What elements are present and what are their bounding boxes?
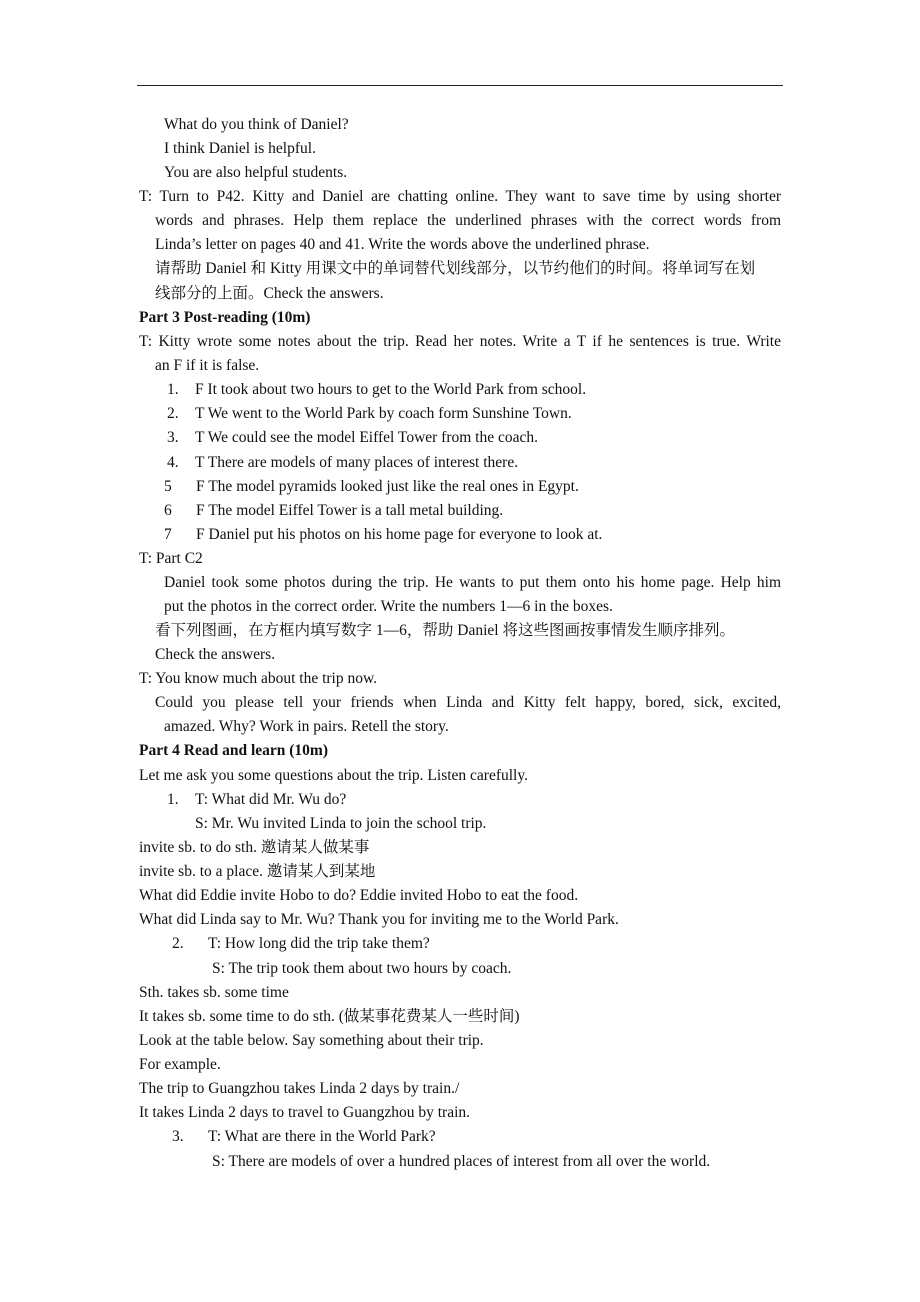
section-heading: Part 4 Read and learn (10m) <box>139 742 328 759</box>
text-line: an F if it is false. <box>155 357 260 374</box>
phrase-note: invite sb. to a place. 邀请某人到某地 <box>139 863 376 880</box>
phrase-note: It takes sb. some time to do sth. (做某事花费某人一些时间) <box>139 1008 520 1025</box>
question: T: What are there in the World Park? <box>208 1128 436 1145</box>
text-line: Daniel took some photos during the trip. He wants to put them onto his home page. Help him <box>164 574 781 591</box>
text-line: T: Turn to P42. Kitty and Daniel are chatting online. They want to save time by using shorter <box>139 188 781 205</box>
item-number: 2. <box>167 405 179 422</box>
chinese-instruction: 请帮助 Daniel 和 Kitty 用课文中的单词替代划线部分，以节约他们的时间。将单词写在划 <box>155 260 756 277</box>
text-line: What do you think of Daniel? <box>164 116 349 133</box>
item-number: 5 <box>164 478 172 495</box>
text-line: Look at the table below. Say something about their trip. <box>139 1032 484 1049</box>
answer: S: There are models of over a hundred places of interest from all over the world. <box>212 1153 711 1170</box>
example-sentence: The trip to Guangzhou takes Linda 2 days by train./ <box>139 1080 460 1097</box>
list-item: F The model Eiffel Tower is a tall metal building. <box>196 502 504 519</box>
text-line: Linda’s letter on pages 40 and 41. Write the words above the underlined phrase. <box>155 236 650 253</box>
question: T: How long did the trip take them? <box>208 935 430 952</box>
list-item: F The model pyramids looked just like the real ones in Egypt. <box>196 478 579 495</box>
phrase-note: invite sb. to do sth. 邀请某人做某事 <box>139 839 370 856</box>
item-number: 3. <box>172 1128 184 1145</box>
answer: S: The trip took them about two hours by coach. <box>212 960 512 977</box>
example-sentence: It takes Linda 2 days to travel to Guangzhou by train. <box>139 1104 471 1121</box>
item-number: 4. <box>167 454 179 471</box>
list-item: T There are models of many places of interest there. <box>195 454 519 471</box>
text-line: Let me ask you some questions about the trip. Listen carefully. <box>139 767 528 784</box>
text-line: T: Kitty wrote some notes about the trip. Read her notes. Write a T if he sentences is true. Write <box>139 333 781 350</box>
chinese-instruction: 看下列图画，在方框内填写数字 1—6，帮助 Daniel 将这些图画按事情发生顺序排列。 <box>155 622 735 639</box>
item-number: 6 <box>164 502 172 519</box>
list-item: F It took about two hours to get to the World Park from school. <box>195 381 587 398</box>
text-line: words and phrases. Help them replace the underlined phrases with the correct words from <box>155 212 781 229</box>
text-line: Could you please tell your friends when Linda and Kitty felt happy, bored, sick, excited, <box>155 694 781 711</box>
phrase-note: Sth. takes sb. some time <box>139 984 289 1001</box>
text-line: T: Part C2 <box>139 550 203 567</box>
text-line: I think Daniel is helpful. <box>164 140 316 157</box>
item-number: 3. <box>167 429 179 446</box>
text-line: For example. <box>139 1056 221 1073</box>
list-item: T We went to the World Park by coach form Sunshine Town. <box>195 405 572 422</box>
item-number: 2. <box>172 935 184 952</box>
item-number: 7 <box>164 526 172 543</box>
text-line: amazed. Why? Work in pairs. Retell the story. <box>164 718 449 735</box>
section-heading: Part 3 Post-reading (10m) <box>139 309 311 326</box>
list-item: F Daniel put his photos on his home page for everyone to look at. <box>196 526 603 543</box>
question: T: What did Mr. Wu do? <box>195 791 347 808</box>
text-line: You are also helpful students. <box>164 164 348 181</box>
list-item: T We could see the model Eiffel Tower from the coach. <box>195 429 539 446</box>
text-line: put the photos in the correct order. Write the numbers 1—6 in the boxes. <box>164 598 613 615</box>
item-number: 1. <box>167 791 179 808</box>
header-rule <box>137 85 783 86</box>
text-line: Check the answers. <box>155 646 276 663</box>
text-line: What did Eddie invite Hobo to do? Eddie invited Hobo to eat the food. <box>139 887 579 904</box>
item-number: 1. <box>167 381 179 398</box>
answer: S: Mr. Wu invited Linda to join the school trip. <box>195 815 487 832</box>
text-line: T: You know much about the trip now. <box>139 670 378 687</box>
text-line: What did Linda say to Mr. Wu? Thank you for inviting me to the World Park. <box>139 911 619 928</box>
chinese-instruction: 线部分的上面。Check the answers. <box>155 285 384 302</box>
